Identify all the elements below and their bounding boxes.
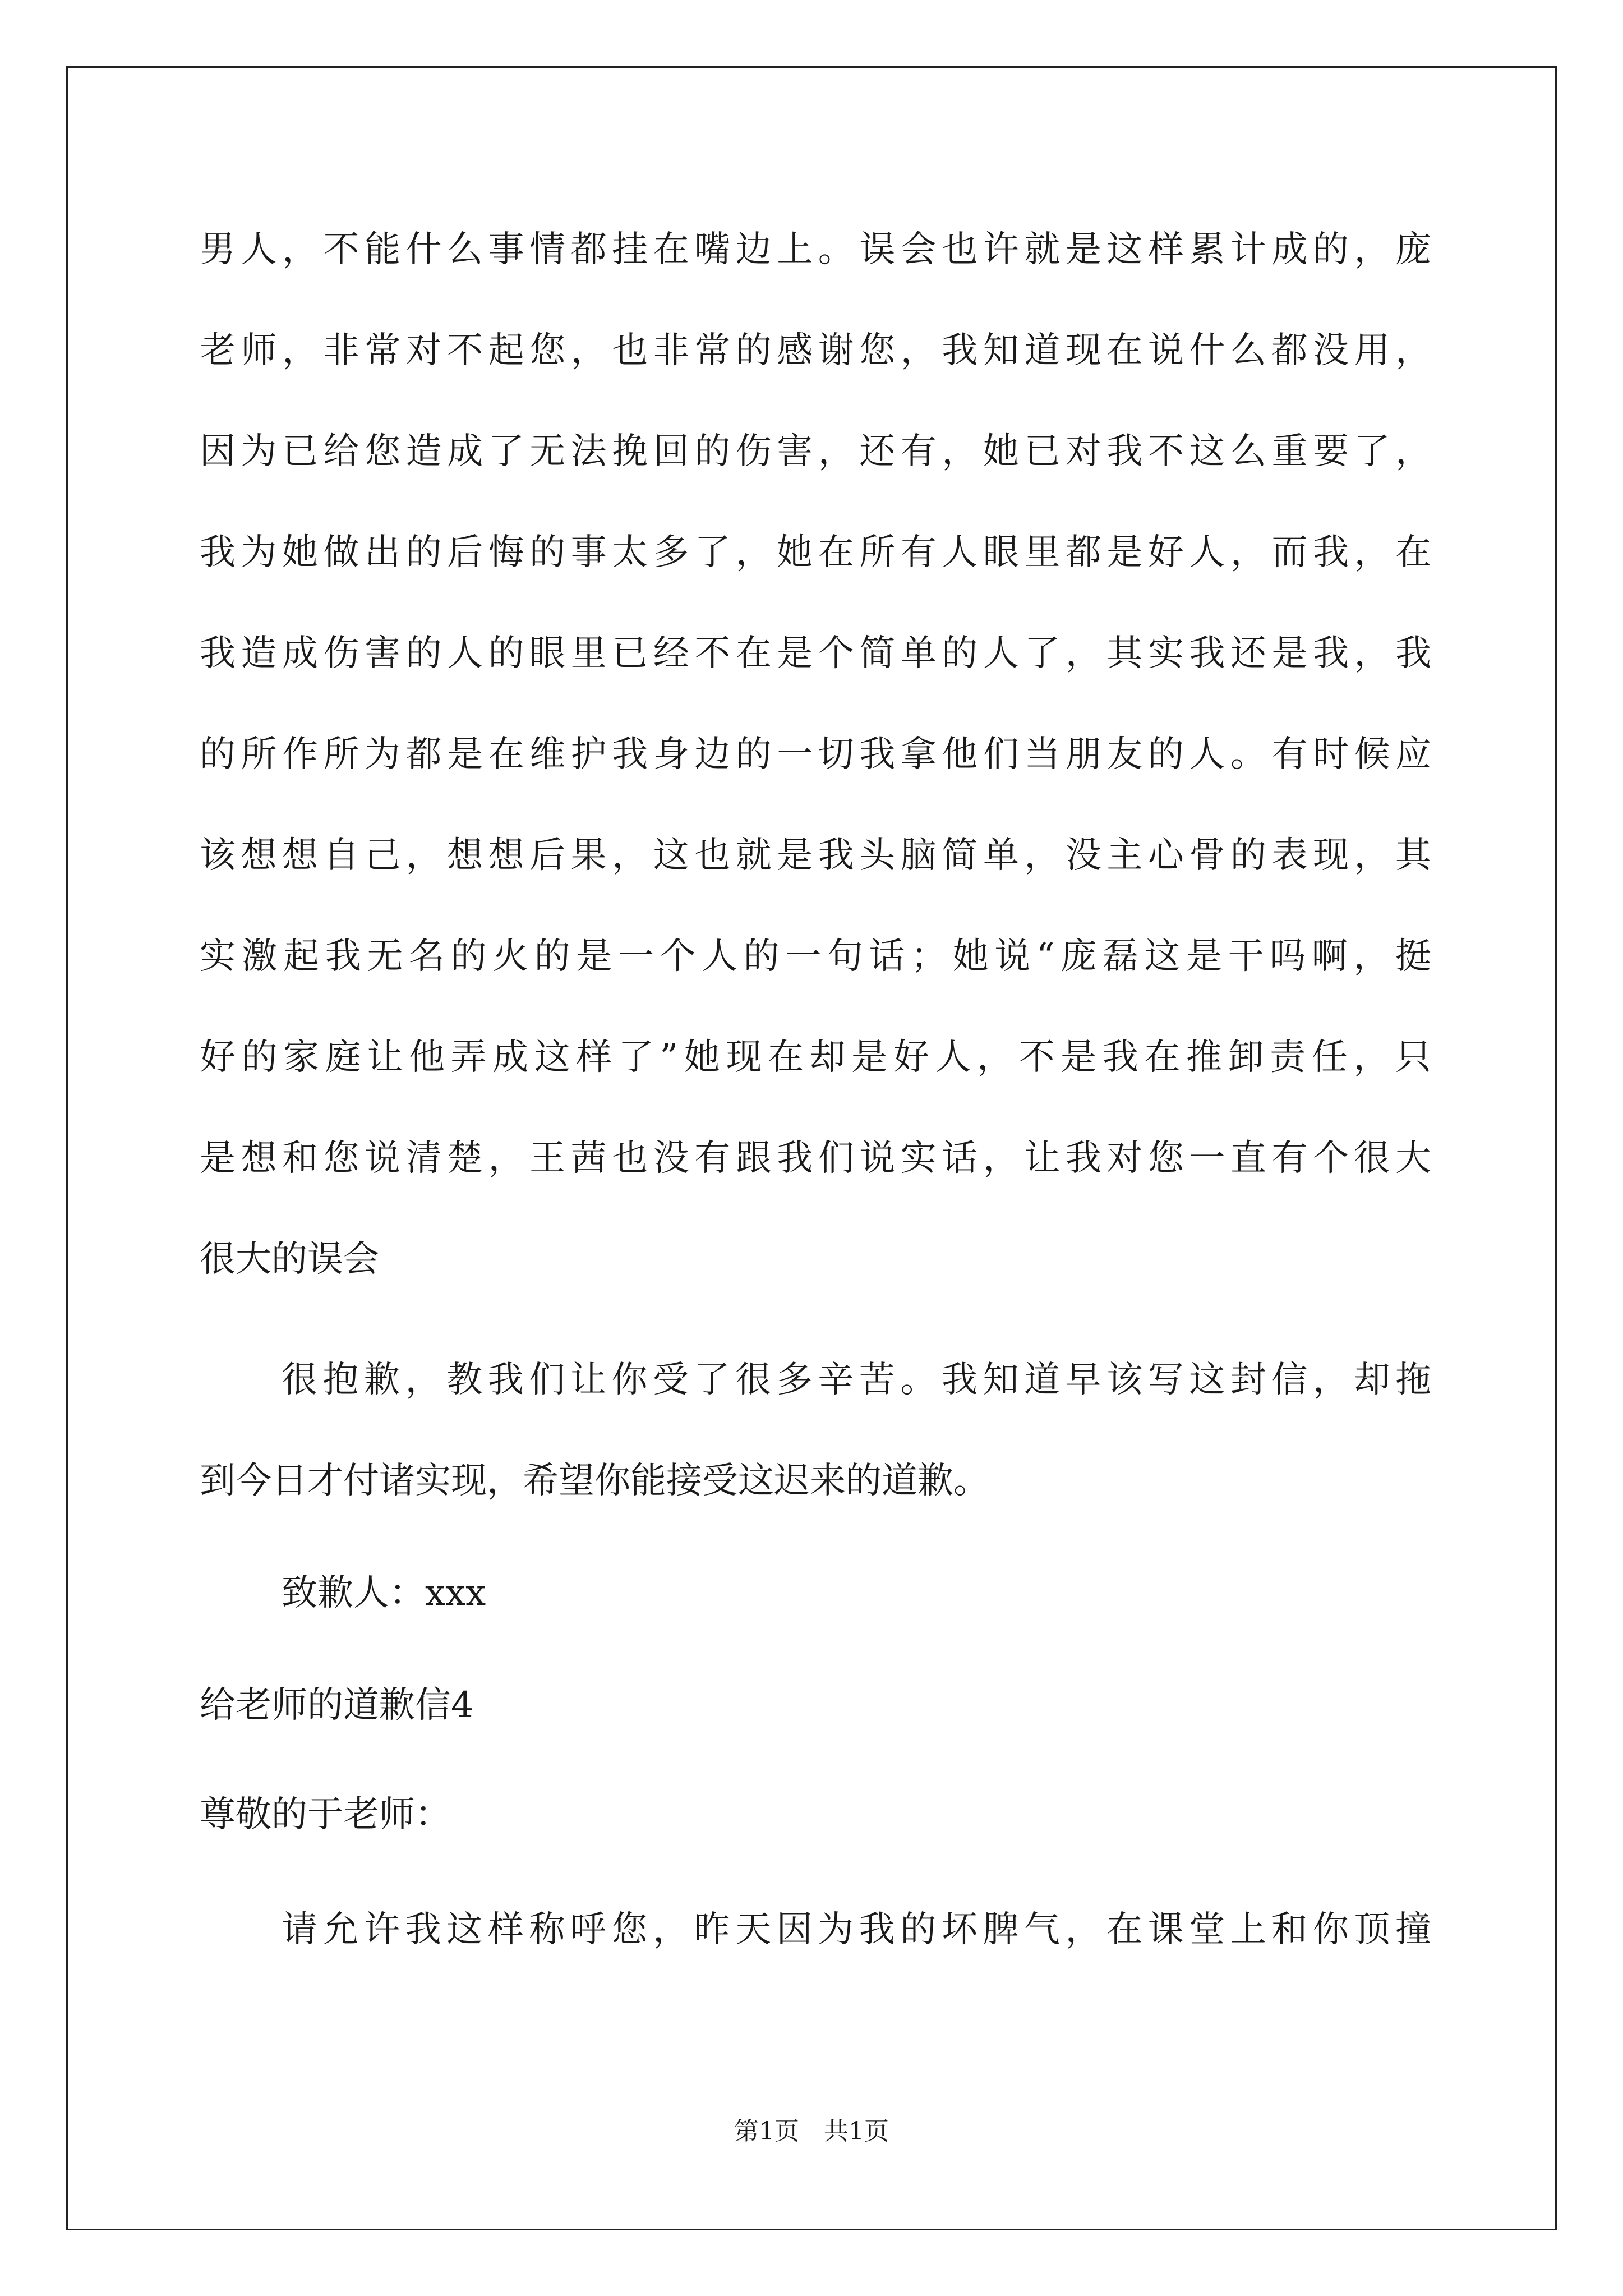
paragraph-request-line-1: 请允许我这样称呼您，昨天因为我的坏脾气，在课堂上和你顶撞	[282, 1909, 1431, 1950]
body-line-5: 我造成伤害的人的眼里已经不在是个简单的人了，其实我还是我，我	[200, 633, 1431, 674]
page-footer: 第1页 共1页	[734, 2117, 889, 2146]
salutation: 尊敬的于老师：	[200, 1794, 451, 1835]
body-line-8: 实激起我无名的火的是一个人的一句话；她说“庞磊这是干吗啊，挺	[200, 936, 1431, 977]
paragraph-apology-line-1: 很抱歉，教我们让你受了很多辛苦。我知道早该写这封信，却拖	[282, 1359, 1431, 1401]
body-line-10: 是想和您说清楚，王茜也没有跟我们说实话，让我对您一直有个很大	[200, 1138, 1431, 1179]
body-line-9: 好的家庭让他弄成这样了”她现在却是好人，不是我在推卸责任，只	[200, 1037, 1431, 1078]
body-line-7: 该想想自己，想想后果，这也就是我头脑简单，没主心骨的表现，其	[200, 835, 1431, 876]
body-line-3: 因为已给您造成了无法挽回的伤害，还有，她已对我不这么重要了，	[200, 431, 1431, 472]
body-line-2: 老师，非常对不起您，也非常的感谢您，我知道现在说什么都没用，	[200, 330, 1431, 371]
paragraph-apology-line-2: 到今日才付诸实现，希望你能接受这迟来的道歉。	[200, 1460, 989, 1502]
body-line-6: 的所作所为都是在维护我身边的一切我拿他们当朋友的人。有时候应	[200, 734, 1431, 775]
signature-line: 致歉人：xxx	[282, 1572, 486, 1614]
body-line-1: 男人，不能什么事情都挂在嘴边上。误会也许就是这样累计成的，庞	[200, 229, 1431, 270]
body-line-11: 很大的误会	[200, 1239, 379, 1280]
letter-title: 给老师的道歉信4	[200, 1685, 474, 1726]
body-line-4: 我为她做出的后悔的事太多了，她在所有人眼里都是好人，而我，在	[200, 532, 1431, 573]
